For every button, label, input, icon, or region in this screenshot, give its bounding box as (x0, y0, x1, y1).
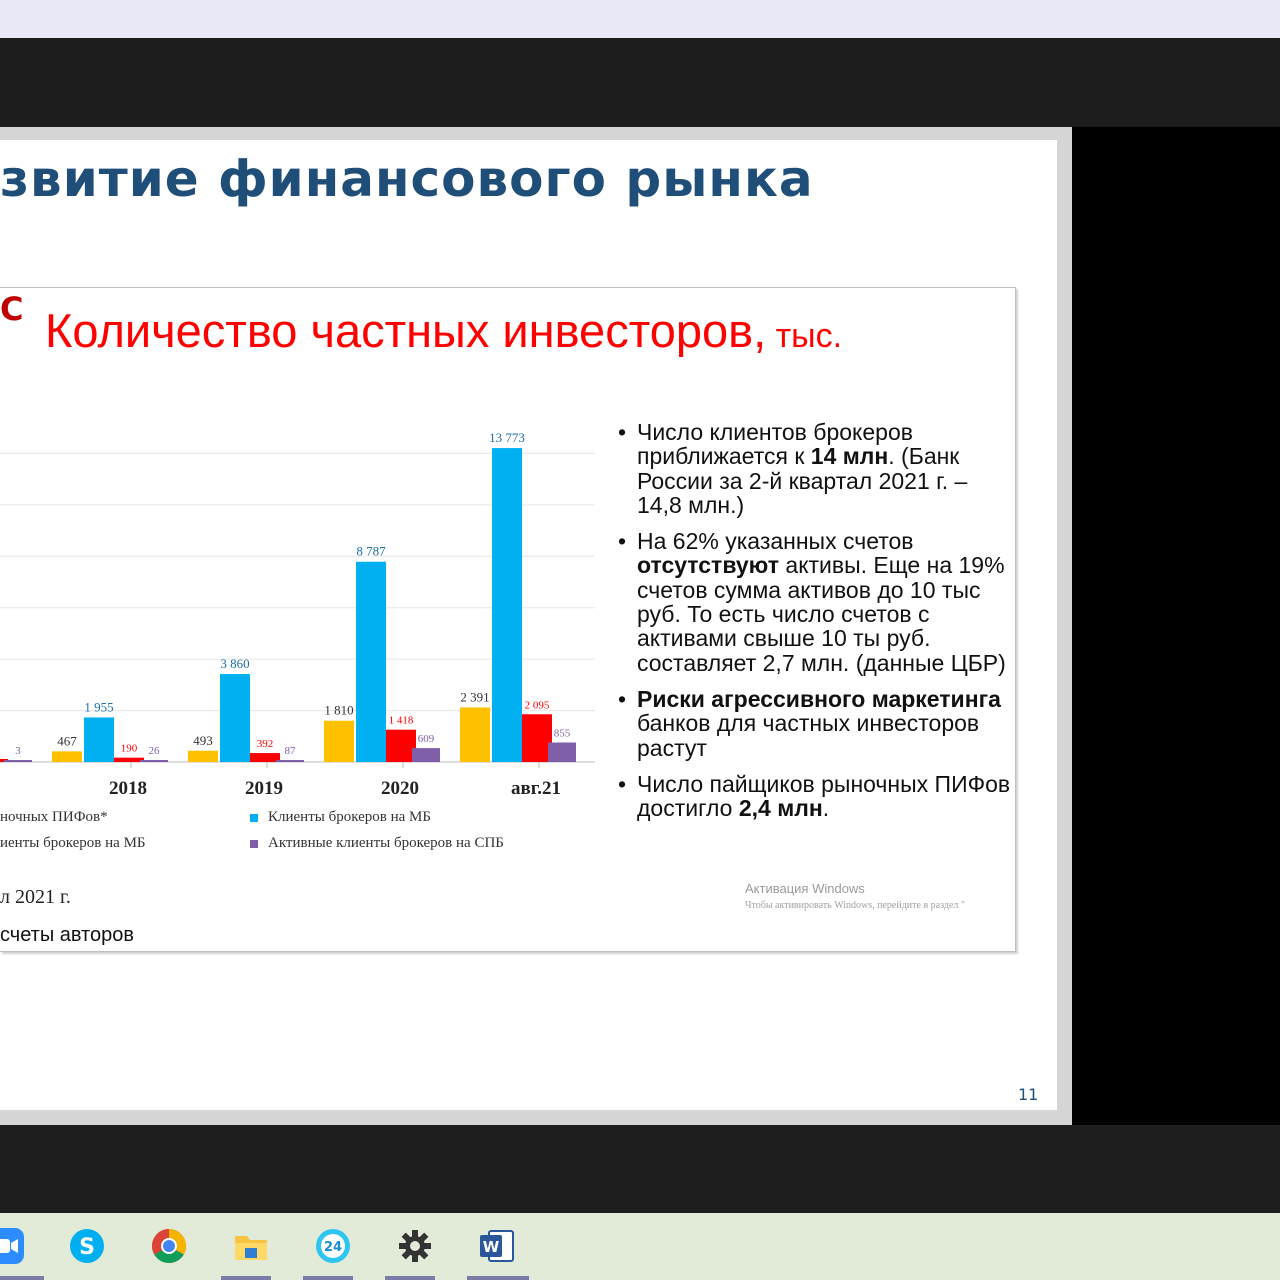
investors-bar-chart (0, 410, 600, 810)
data-label-purple: 3 (15, 745, 21, 757)
legend-item-active-spb (250, 835, 504, 852)
bullet-text: . (Банк России за 2-й квартал 2021 г. – 14,8 млн.) (637, 443, 968, 518)
taskbar-active-indicator (385, 1276, 435, 1280)
legend-label-brokers-mb: Клиенты брокеров на МБ (268, 809, 432, 825)
data-label-red: 392 (256, 738, 274, 751)
title-main: Количество частных инвесторов, (45, 304, 767, 357)
taskbar-active-indicator (467, 1276, 529, 1280)
bar-blue (356, 562, 386, 762)
bullet-text: банков для частных инвесторов растут (637, 710, 980, 761)
bar-yellow (188, 751, 218, 762)
data-label-blue: 13 773 (489, 430, 525, 446)
windows-activation-hint: Чтобы активировать Windows, перейдите в раздел " (745, 900, 965, 911)
bar-yellow (324, 721, 354, 762)
bullet-text: Число клиентов брокеров приближается к (637, 419, 913, 470)
legend-swatch-purple (250, 840, 258, 848)
page-number: 11 (1018, 1085, 1039, 1104)
bullet-list (618, 420, 1013, 832)
bullet-item (618, 687, 1013, 760)
chrome-icon[interactable] (149, 1226, 189, 1266)
bullet-bold-text: 2,4 млн (738, 795, 823, 822)
bar-purple (140, 760, 168, 762)
bar-red (386, 730, 416, 762)
data-label-yellow: 467 (57, 733, 77, 749)
data-label-purple: 609 (417, 733, 435, 746)
windows-activation-title: Активация Windows (745, 881, 865, 896)
bullet-item (618, 772, 1013, 821)
data-label-blue: 8 787 (356, 543, 386, 559)
skype-letter: S (79, 1235, 95, 1260)
legend-swatch-blue (250, 814, 258, 822)
legend-label-active-spb: Активные клиенты брокеров на СПБ (268, 835, 504, 851)
legend-item-pif (0, 809, 108, 826)
x-tick-label: авг.21 (511, 778, 561, 799)
bar-purple (412, 748, 440, 762)
app24-badge: 24 (323, 1240, 343, 1255)
embedded-slide-title (45, 303, 842, 358)
window-top-bar (0, 0, 1280, 38)
bullet-item (618, 420, 1013, 517)
presentation-footer-band (0, 1125, 1280, 1213)
legend-label-pif: ночных ПИФов* (0, 809, 108, 825)
bullet-text: активы. Еще на 19% счетов сумма активов до 10 тыс руб. То есть число счетов с активами свыше 10 ты руб. составляет 2,7 млн. (данные ЦБР) (637, 552, 1006, 676)
logo-fragment: С (0, 290, 24, 328)
bar-purple (548, 743, 576, 762)
x-tick-label: 2020 (381, 778, 419, 799)
data-label-yellow: 1 810 (324, 702, 354, 718)
word-icon[interactable] (477, 1226, 517, 1266)
legend-label-active-mb: иенты брокеров на МБ (0, 835, 146, 851)
data-label-red: 190 (120, 742, 138, 755)
data-label-yellow: 2 391 (460, 689, 490, 705)
file-explorer-icon[interactable] (231, 1226, 271, 1266)
settings-icon[interactable] (395, 1226, 435, 1266)
data-label-blue: 1 955 (84, 699, 114, 715)
bar-blue (492, 448, 522, 762)
x-tick-label: 2018 (109, 778, 147, 799)
skype-icon[interactable] (67, 1226, 107, 1266)
legend-item-brokers-mb (250, 809, 431, 826)
bar-purple (276, 760, 304, 762)
taskbar-active-indicator (221, 1276, 271, 1280)
taskbar-active-indicator (303, 1276, 353, 1280)
bar-purple (4, 760, 32, 762)
data-label-purple: 26 (148, 745, 160, 757)
data-label-yellow: 493 (193, 732, 213, 748)
source-authors: счеты авторов (0, 924, 134, 946)
zoom-icon[interactable] (0, 1226, 26, 1266)
right-black-area (1072, 127, 1280, 1125)
data-label-red: 1 418 (388, 714, 414, 727)
bar-yellow (52, 751, 82, 762)
bar-red (250, 753, 280, 762)
source-note: л 2021 г. (0, 886, 71, 908)
legend-item-active-mb (0, 835, 146, 852)
bullet-bold-text: Риски агрессивного маркетинга (637, 685, 1001, 712)
bar-red (522, 714, 552, 762)
data-label-purple: 87 (284, 745, 296, 757)
presentation-header-band (0, 38, 1280, 127)
bullet-bold-text: 14 млн (810, 443, 889, 470)
bullet-bold-text: отсутствуют (637, 552, 780, 579)
bar-yellow (460, 708, 490, 762)
data-label-purple: 855 (553, 727, 571, 740)
data-label-blue: 3 860 (220, 656, 250, 672)
bullet-text: . (822, 795, 830, 822)
app24-icon[interactable] (313, 1226, 353, 1266)
title-suffix: тыс. (766, 317, 843, 355)
taskbar-active-indicator (0, 1276, 44, 1280)
taskbar (0, 1213, 1280, 1280)
bullet-text: На 62% указанных счетов (637, 528, 914, 555)
bullet-text: Число пайщиков рыночных ПИФов достигло (637, 770, 1011, 822)
bullet-item (618, 529, 1013, 675)
bar-red (114, 758, 144, 762)
x-tick-label: 2019 (245, 778, 283, 799)
data-label-red: 2 095 (524, 699, 550, 712)
bar-blue (220, 674, 250, 762)
word-letter: W (482, 1238, 500, 1256)
slide-title: звитие финансового рынка (0, 150, 814, 208)
bar-blue (84, 717, 114, 762)
